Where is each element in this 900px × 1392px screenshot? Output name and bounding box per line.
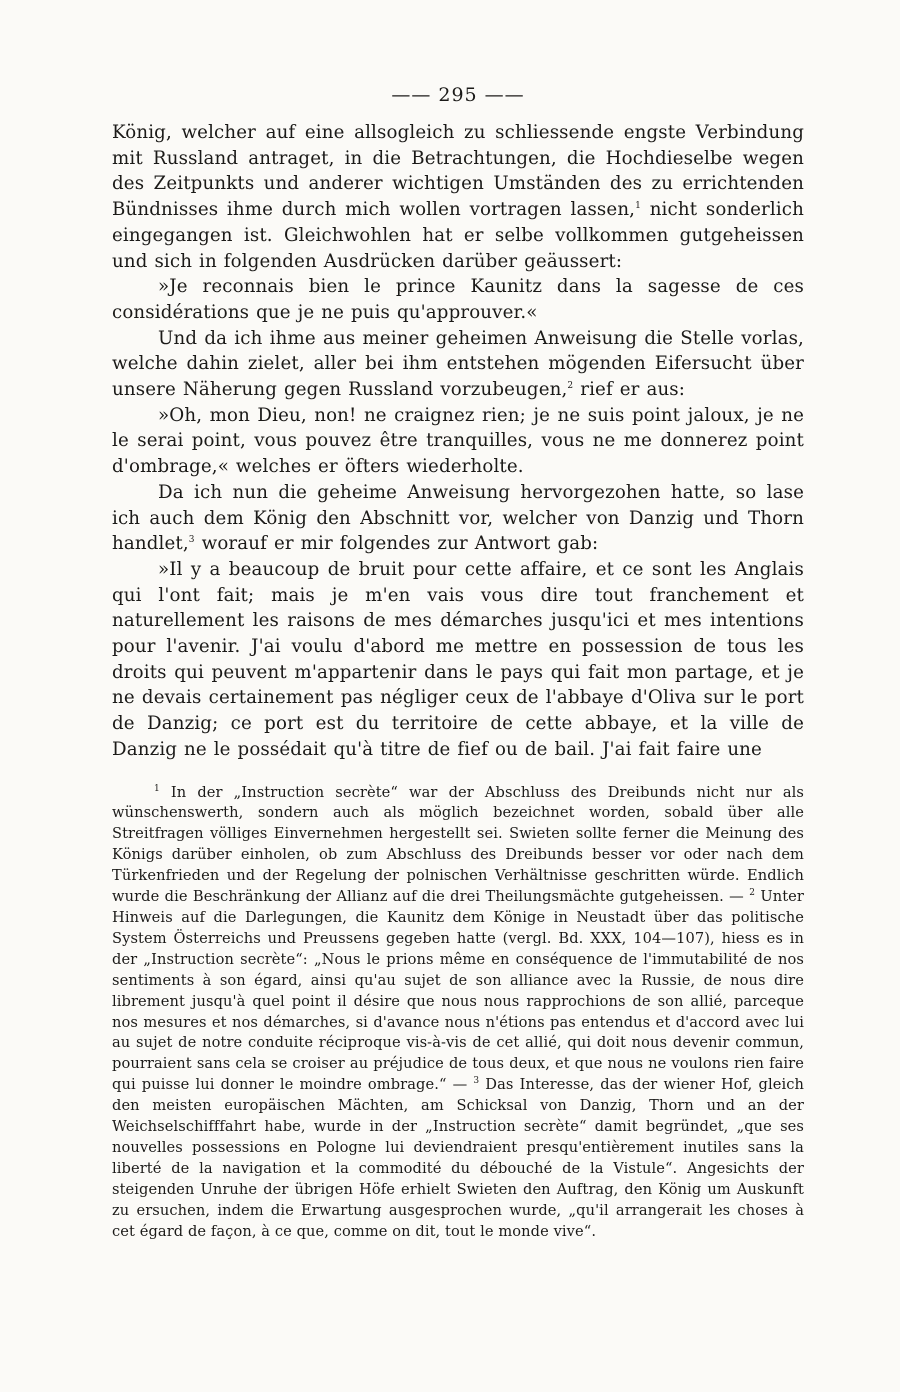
footnote-2-text: Unter Hinweis auf die Darlegungen, die Kaunitz dem Könige in Neustadt über das politische System Österreichs und Preussens gegeben hatte (vergl. Bd. XXX, 104—107), hiess es in der „Instruction secrète“: „Nous le prions même en conséquence de l'immutabilité de nos sentiments à son égard, ainsi qu'au sujet de son alliance avec la Russie, de nous dire librement jusqu'à quel point il désire que nous nous rapprochions de son allié, parceque nos mesures et nos démarches, si d'avance nous n'étions pas entendus et d'accord avec lui au sujet de notre conduite réciproque vis-à-vis de cet allié, qui doit nous devenir commun, pourraient sans cela se croiser au préjudice de tous deux, et que nous ne voulons rien faire qui puisse lui donner le moindre ombrage.“ — (112, 888, 804, 1094)
footnote-ref-2: 2 (567, 380, 574, 391)
dash-right: —— (484, 84, 525, 106)
footnotes (112, 783, 804, 1243)
footnote-mark-3: 3 (473, 1076, 480, 1087)
footnote-ref-3: 3 (188, 535, 195, 546)
footnote-ref-1: 1 (635, 201, 642, 212)
dash-left: —— (391, 84, 439, 106)
footnote-mark-1: 1 (154, 783, 160, 794)
footnote-1-text: In der „Instruction secrète“ war der Abschluss des Dreibunds nicht nur als wünschenswerth, sondern auch als möglich bezeichnet worden, sobald über alle Streitfragen völliges Einvernehmen hergestellt sei. Swieten sollte ferner die Meinung des Königs darüber einholen, ob zum Abschluss des Dreibunds besser vor oder nach dem Türkenfrieden und der Regelung der polnischen Verhältnisse geschritten würde. Endlich wurde die Beschränkung der Allianz auf die drei Theilungsmächte gutgeheissen. — (112, 783, 804, 906)
paragraph-6: »Il y a beaucoup de bruit pour cette affaire, et ce sont les Anglais qui l'ont fait; mais je m'en vais vous dire tout franchement et naturellement les raisons de mes démarches jusqu'ici et mes intentions pour l'avenir. J'ai voulu d'abord me mettre en possession de tous les droits qui peuvent m'appartenir dans le pays qui fait mon partage, et je ne devais certainement pas négliger ceux de l'abbaye d'Oliva sur le port de Danzig; ce port est du territoire de cette abbaye, et la ville de Danzig ne le possédait qu'à titre de fief ou de bail. J'ai fait faire une (112, 558, 804, 760)
page-number: 295 (438, 84, 478, 106)
page-header (112, 84, 804, 106)
footnote-mark-2: 2 (749, 888, 756, 899)
footnote-3-text: Das Interesse, das der wiener Hof, gleich den meisten europäischen Mächten, am Schicksal von Danzig, Thorn und an der Weichselschifffahrt habe, wurde in der „Instruction secrète“ damit begründet, „que ses nouvelles possessions en Pologne lui deviendraient presqu'entièrement inutiles sans la liberté de la navigation et la commodité du débouché de la Vistule“. Angesichts der steigenden Unruhe der übrigen Höfe erhielt Swieten den Auftrag, den König um Auskunft zu ersuchen, indem die Erwartung ausgesprochen wurde, „qu'il arrangerait les choses à cet égard de façon, à ce que, comme on dit, tout le monde vive“. (112, 1076, 804, 1240)
paragraph-4: »Oh, mon Dieu, non! ne craignez rien; je ne suis point jaloux, je ne le serai point, vous pouvez être tranquilles, vous ne me donnerez point d'ombrage,« welches er öfters wiederholte. (112, 404, 804, 478)
main-text (112, 120, 804, 763)
paragraph-2: »Je reconnais bien le prince Kaunitz dans la sagesse de ces considérations que je ne puis qu'approuver.« (112, 276, 804, 323)
footnote-block (112, 783, 804, 1243)
paragraph-3: Und da ich ihme aus meiner geheimen Anweisung die Stelle vorlas, welche dahin zielet, aller bei ihm entstehen mögenden Eifersucht über unsere Näherung gegen Russland vorzubeugen,$^2$ rief er aus: (112, 327, 804, 401)
paragraph-1: König, welcher auf eine allsogleich zu schliessende engste Verbindung mit Russland antraget, in die Betrachtungen, die Hochdieselbe wegen des Zeitpunkts und anderer wichtigen Umständen des zu errichtenden Bündnisses ihme durch mich wollen vortragen lassen,$^1$ nicht sonderlich eingegangen ist. Gleichwohlen hat er selbe vollkommen gutgeheissen und sich in folgenden Ausdrücken darüber geäussert: (112, 122, 804, 272)
paragraph-5: Da ich nun die geheime Anweisung hervorgezohen hatte, so lase ich auch dem König den Abschnitt vor, welcher von Danzig und Thorn handlet,$^3$ worauf er mir folgendes zur Antwort gab: (112, 481, 804, 555)
